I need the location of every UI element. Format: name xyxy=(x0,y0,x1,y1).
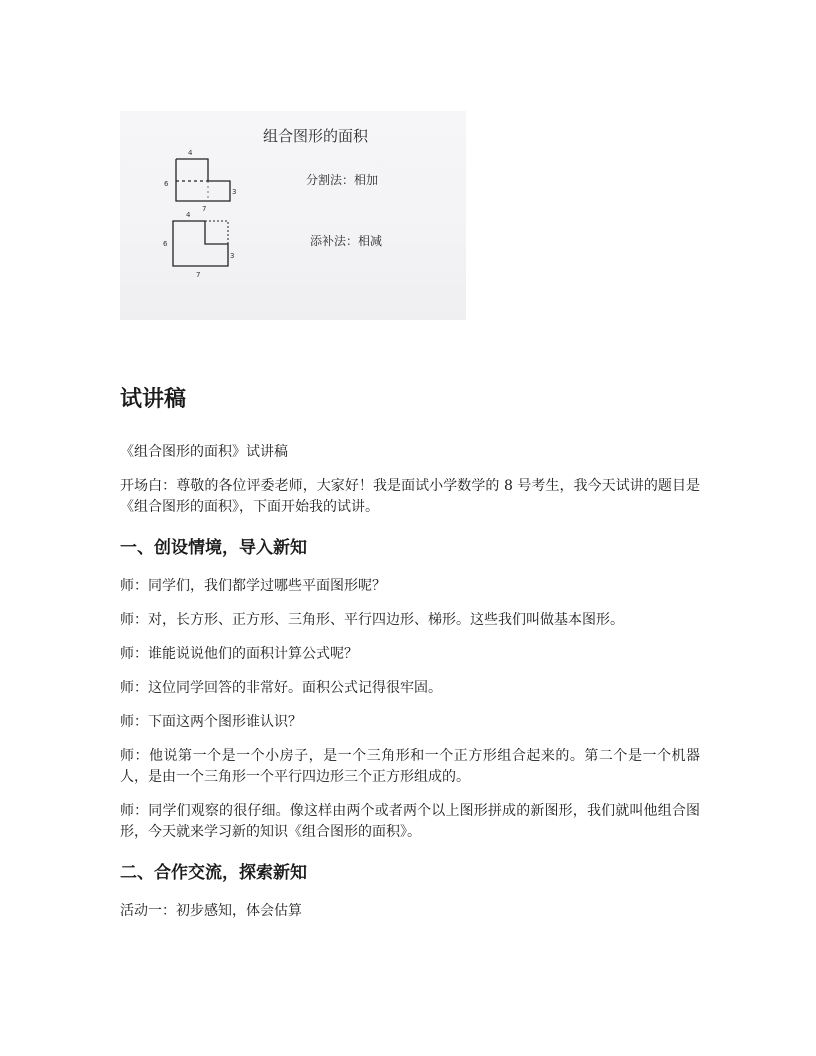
dialogue-line: 师：对，长方形、正方形、三角形、平行四边形、梯形。这些我们叫做基本图形。 xyxy=(120,612,624,628)
activity-line: 活动一：初步感知，体会估算 xyxy=(120,903,302,919)
dialogue-line: 师：他说第一个是一个小房子，是一个三角形和一个正方形组合起来的。第二个是一个机器人，是由一个三角形一个平行四边形三个正方形组成的。 xyxy=(120,748,700,785)
section-1-heading: 一、创设情境，导入新知 xyxy=(120,538,307,558)
shape-1-top: 4 xyxy=(188,149,193,157)
handwritten-figure-photo xyxy=(120,111,466,320)
intro-paragraph: 开场白：尊敬的各位评委老师，大家好！我是面试小学数学的 8 号考生，我今天试讲的题目是《组合图形的面积》，下面开始我的试讲。 xyxy=(120,478,700,515)
dialogue-line: 师：下面这两个图形谁认识？ xyxy=(120,714,302,730)
dialogue-line: 师：谁能说说他们的面积计算公式呢？ xyxy=(120,646,358,662)
method-1-label: 分割法：相加 xyxy=(306,173,379,187)
shape-2 xyxy=(163,211,234,279)
page-heading: 试讲稿 xyxy=(120,387,187,412)
dialogue-line: 师：同学们观察的很仔细。像这样由两个或者两个以上图形拼成的新图形，我们就叫他组合图形，今天就来学习新的知识《组合图形的面积》。 xyxy=(120,803,700,840)
figure-drawing xyxy=(120,111,466,320)
method-2-label: 添补法：相减 xyxy=(310,234,383,248)
document-body xyxy=(120,384,700,935)
shape-2-top: 4 xyxy=(186,211,191,219)
dialogue-line: 师：同学们，我们都学过哪些平面图形呢？ xyxy=(120,578,386,594)
shape-1-bottom: 7 xyxy=(202,205,207,213)
shape-2-left: 6 xyxy=(163,240,168,248)
shape-2-bottom: 7 xyxy=(196,271,201,279)
figure-title: 组合图形的面积 xyxy=(263,127,369,145)
shape-1-left: 6 xyxy=(164,180,169,188)
shape-1-right: 3 xyxy=(232,188,237,196)
doc-subtitle: 《组合图形的面积》试讲稿 xyxy=(120,444,288,460)
shape-1 xyxy=(164,149,236,213)
dialogue-line: 师：这位同学回答的非常好。面积公式记得很牢固。 xyxy=(120,680,442,696)
section-2-heading: 二、合作交流，探索新知 xyxy=(120,863,307,883)
shape-2-right: 3 xyxy=(230,252,235,260)
